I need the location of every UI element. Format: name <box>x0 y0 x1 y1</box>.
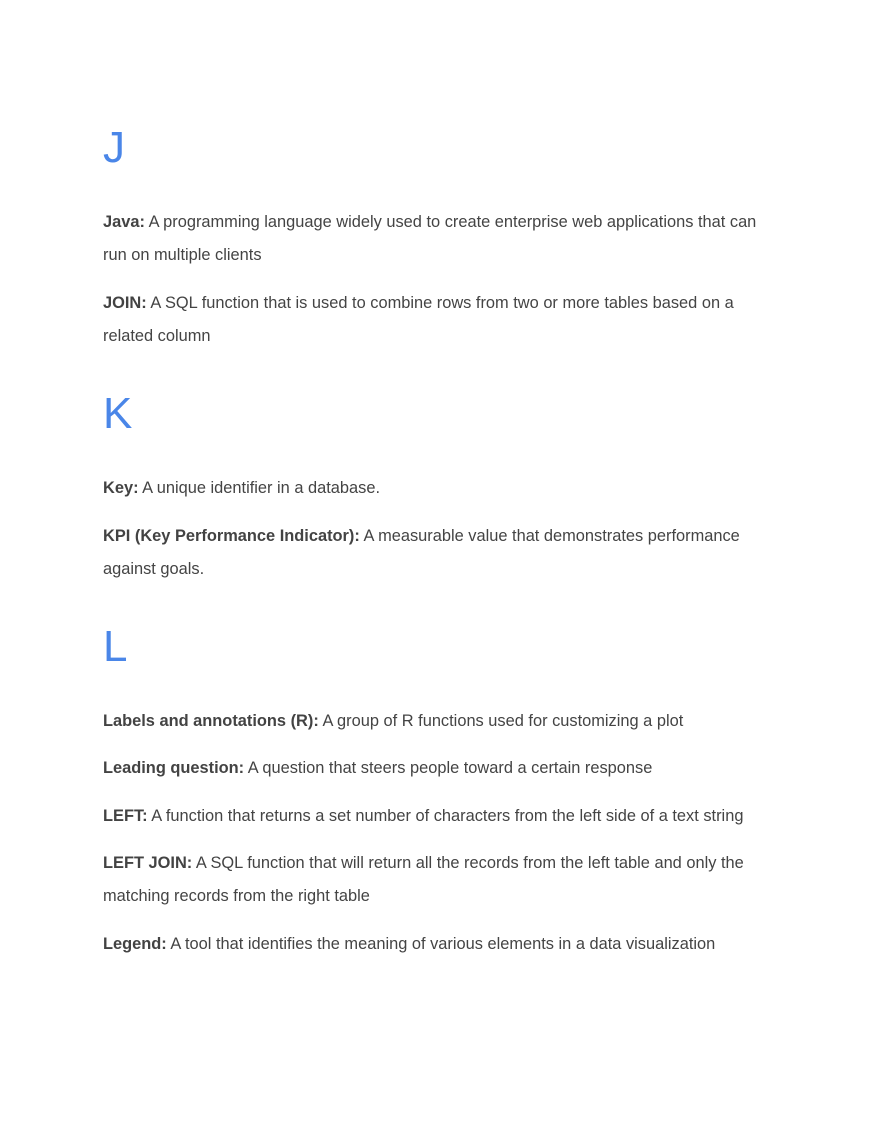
glossary-term: Java: <box>103 213 145 231</box>
glossary-definition: A SQL function that will return all the records from the left table and only the matching records from the right table <box>103 854 744 905</box>
section-letter-j: J <box>103 123 125 172</box>
glossary-entry-key <box>103 472 783 505</box>
glossary-term: LEFT: <box>103 807 148 825</box>
glossary-entry-left-join <box>103 847 783 913</box>
glossary-definition: A unique identifier in a database. <box>138 479 381 497</box>
section-letter-k: K <box>103 389 133 438</box>
section-letter-l: L <box>103 622 128 671</box>
glossary-definition: A question that steers people toward a certain response <box>244 759 653 777</box>
glossary-term: Legend: <box>103 935 167 953</box>
glossary-entry-kpi <box>103 520 783 586</box>
glossary-entry-labels-annotations <box>103 705 783 738</box>
glossary-entry-leading-question <box>103 752 783 785</box>
glossary-definition: A programming language widely used to create enterprise web applications that can run on multiple clients <box>103 213 757 264</box>
glossary-entry-join <box>103 287 783 353</box>
glossary-entry-left <box>103 800 783 833</box>
glossary-definition: A group of R functions used for customizing a plot <box>318 712 684 730</box>
glossary-term: KPI (Key Performance Indicator): <box>103 527 360 545</box>
glossary-definition: A tool that identifies the meaning of various elements in a data visualization <box>166 935 716 953</box>
glossary-entry-legend <box>103 928 783 961</box>
glossary-definition: A SQL function that is used to combine rows from two or more tables based on a related column <box>103 294 734 345</box>
glossary-definition: A measurable value that demonstrates performance against goals. <box>103 527 740 578</box>
glossary-entry-java <box>103 206 783 272</box>
glossary-term: LEFT JOIN: <box>103 854 193 872</box>
glossary-term: Key: <box>103 479 139 497</box>
glossary-term: Labels and annotations (R): <box>103 712 319 730</box>
glossary-term: JOIN: <box>103 294 147 312</box>
glossary-term: Leading question: <box>103 759 245 777</box>
glossary-definition: A function that returns a set number of characters from the left side of a text string <box>147 807 744 825</box>
